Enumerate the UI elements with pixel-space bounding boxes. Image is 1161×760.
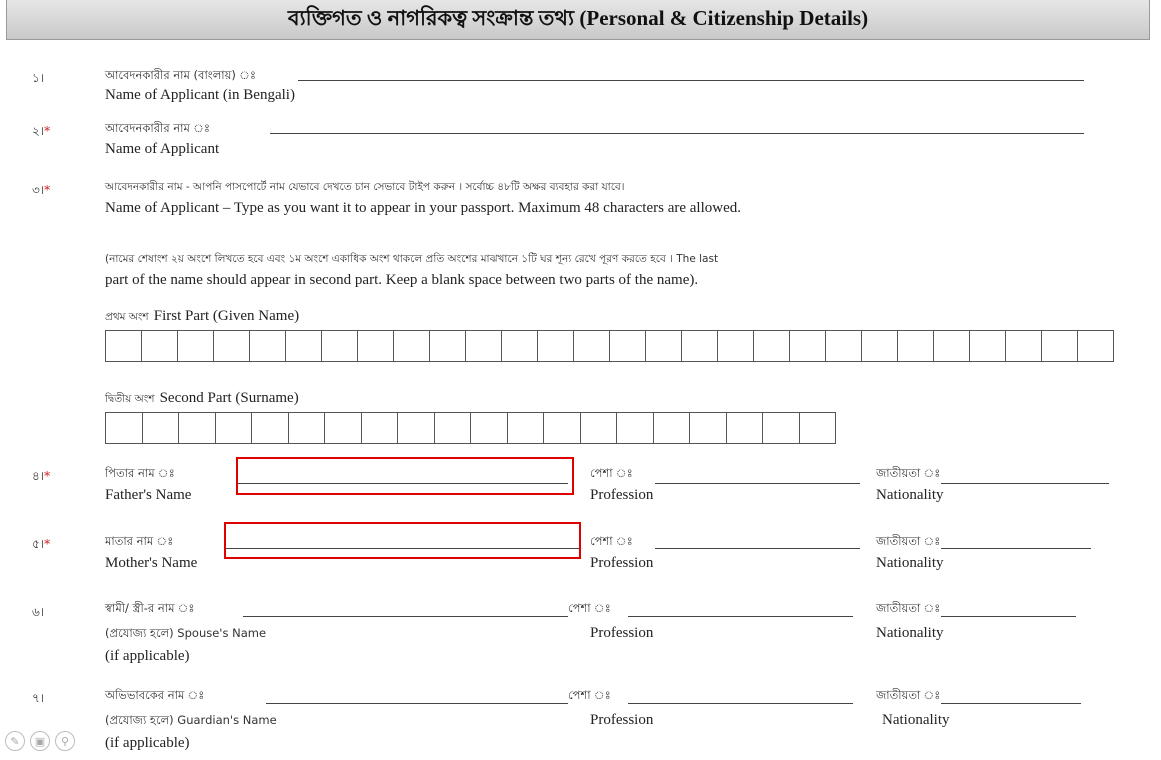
father-profession-label: পেশা ঃ [590, 466, 633, 480]
char-box[interactable] [682, 330, 718, 362]
char-box[interactable] [862, 330, 898, 362]
char-box[interactable] [362, 412, 399, 444]
char-box[interactable] [1042, 330, 1078, 362]
char-box[interactable] [1078, 330, 1114, 362]
clipboard-icon[interactable]: ▣ [30, 731, 50, 751]
guardian-nationality-label-en: Nationality [882, 712, 950, 728]
guardian-profession-field[interactable] [628, 703, 853, 704]
spouse-nationality-label: জাতীয়তা ঃ [876, 601, 941, 615]
char-box[interactable] [106, 330, 142, 362]
section-title: ব্যক্তিগত ও নাগরিকত্ব সংক্রান্ত তথ্য (Personal & Citizenship Details) [287, 6, 869, 30]
char-box[interactable] [574, 330, 610, 362]
row-number: ৬। [32, 605, 45, 619]
father-name-label-en: Father's Name [105, 487, 192, 503]
char-box[interactable] [934, 330, 970, 362]
spouse-name-label-en: (প্রযোজ্য হলে) Spouse's Name [105, 626, 267, 640]
char-box[interactable] [800, 412, 837, 444]
spouse-nationality-label-en: Nationality [876, 625, 944, 641]
spouse-profession-label-en: Profession [590, 625, 654, 641]
guardian-name-label-en: (প্রযোজ্য হলে) Guardian's Name [105, 713, 277, 727]
guardian-nationality-field[interactable] [941, 703, 1081, 704]
char-box[interactable] [394, 330, 430, 362]
name-parts-note-en: part of the name should appear in second part. Keep a blank space between two parts of the name). [105, 272, 699, 288]
father-name-highlight [236, 457, 574, 495]
applicant-name-bn-label-en: Name of Applicant (in Bengali) [105, 87, 295, 103]
char-box[interactable] [289, 412, 326, 444]
char-box[interactable] [466, 330, 502, 362]
applicant-name-label: আবেদনকারীর নাম ঃ [105, 121, 210, 135]
char-box[interactable] [502, 330, 538, 362]
char-box[interactable] [435, 412, 472, 444]
applicant-name-bn-label: আবেদনকারীর নাম (বাংলায়) ঃ [105, 68, 256, 82]
mother-profession-label-en: Profession [590, 555, 654, 571]
spouse-name-label: স্বামী/ স্ত্রী-র নাম ঃ [105, 601, 195, 615]
char-box[interactable] [430, 330, 466, 362]
passport-name-instruction-bn: আবেদনকারীর নাম - আপনি পাসপোর্টে নাম যেভাবে দেখতে চান সেভাবে টাইপ করুন । সর্বোচ্চ ৪৮টি অক্ষর ব্যবহার করা যাবে। [105, 181, 625, 193]
mother-profession-field[interactable] [655, 548, 860, 549]
passport-name-instruction-en: Name of Applicant – Type as you want it to appear in your passport. Maximum 48 characters are allowed. [105, 200, 741, 216]
char-box[interactable] [727, 412, 764, 444]
char-box[interactable] [826, 330, 862, 362]
char-box[interactable] [581, 412, 618, 444]
char-box[interactable] [398, 412, 435, 444]
father-nationality-label-en: Nationality [876, 487, 944, 503]
applicant-name-bn-field[interactable] [298, 80, 1084, 81]
char-box[interactable] [325, 412, 362, 444]
first-part-input-boxes[interactable] [105, 330, 1114, 362]
char-box[interactable] [508, 412, 545, 444]
row-number: ৫।* [32, 537, 51, 551]
father-profession-field[interactable] [655, 483, 860, 484]
guardian-applicable-note: (if applicable) [105, 735, 190, 751]
row-number: ২।* [32, 124, 51, 138]
father-name-label: পিতার নাম ঃ [105, 466, 175, 480]
mother-name-label: মাতার নাম ঃ [105, 534, 174, 548]
row-number: ১। [32, 71, 45, 85]
mother-name-label-en: Mother's Name [105, 555, 198, 571]
spouse-profession-field[interactable] [628, 616, 853, 617]
section-header [6, 0, 1150, 40]
char-box[interactable] [358, 330, 394, 362]
mother-name-highlight [224, 522, 581, 559]
zoom-icon[interactable]: ⚲ [55, 731, 75, 751]
char-box[interactable] [617, 412, 654, 444]
char-box[interactable] [178, 330, 214, 362]
char-box[interactable] [654, 412, 691, 444]
char-box[interactable] [538, 330, 574, 362]
mother-nationality-field[interactable] [941, 548, 1091, 549]
mother-nationality-label-en: Nationality [876, 555, 944, 571]
mother-nationality-label: জাতীয়তা ঃ [876, 534, 941, 548]
spouse-name-field[interactable] [243, 616, 568, 617]
char-box[interactable] [970, 330, 1006, 362]
char-box[interactable] [142, 330, 178, 362]
char-box[interactable] [106, 412, 143, 444]
char-box[interactable] [286, 330, 322, 362]
spouse-profession-label: পেশা ঃ [568, 601, 611, 615]
char-box[interactable] [252, 412, 289, 444]
char-box[interactable] [718, 330, 754, 362]
char-box[interactable] [690, 412, 727, 444]
father-profession-label-en: Profession [590, 487, 654, 503]
row-number: ৭। [32, 691, 45, 705]
char-box[interactable] [471, 412, 508, 444]
guardian-nationality-label: জাতীয়তা ঃ [876, 688, 941, 702]
spouse-nationality-field[interactable] [941, 616, 1076, 617]
char-box[interactable] [214, 330, 250, 362]
row-number: ৩।* [32, 183, 51, 197]
pencil-icon[interactable]: ✎ [5, 731, 25, 751]
mother-profession-label: পেশা ঃ [590, 534, 633, 548]
applicant-name-label-en: Name of Applicant [105, 141, 220, 157]
char-box[interactable] [646, 330, 682, 362]
second-part-input-boxes[interactable] [105, 412, 836, 444]
char-box[interactable] [790, 330, 826, 362]
second-part-label: দ্বিতীয় অংশ Second Part (Surname) [105, 390, 299, 406]
guardian-profession-label: পেশা ঃ [568, 688, 611, 702]
char-box[interactable] [179, 412, 216, 444]
char-box[interactable] [754, 330, 790, 362]
char-box[interactable] [1006, 330, 1042, 362]
first-part-label: প্রথম অংশ First Part (Given Name) [105, 308, 300, 324]
char-box[interactable] [322, 330, 358, 362]
row-number: ৪।* [32, 469, 51, 483]
father-nationality-field[interactable] [941, 483, 1109, 484]
char-box[interactable] [763, 412, 800, 444]
father-nationality-label: জাতীয়তা ঃ [876, 466, 941, 480]
char-box[interactable] [544, 412, 581, 444]
guardian-profession-label-en: Profession [590, 712, 654, 728]
char-box[interactable] [250, 330, 286, 362]
guardian-name-field[interactable] [266, 703, 568, 704]
spouse-applicable-note: (if applicable) [105, 648, 190, 664]
char-box[interactable] [216, 412, 253, 444]
char-box[interactable] [898, 330, 934, 362]
char-box[interactable] [143, 412, 180, 444]
name-parts-note: (নামের শেষাংশ ২য় অংশে লিখতে হবে এবং ১ম অংশে একাধিক অংশ থাকলে প্রতি অংশের মাঝখানে ১টি ঘর শূন্য রেখে পূরণ করতে হবে । The last [105, 253, 719, 265]
guardian-name-label: অভিভাবকের নাম ঃ [105, 688, 205, 702]
applicant-name-field[interactable] [270, 133, 1084, 134]
char-box[interactable] [610, 330, 646, 362]
